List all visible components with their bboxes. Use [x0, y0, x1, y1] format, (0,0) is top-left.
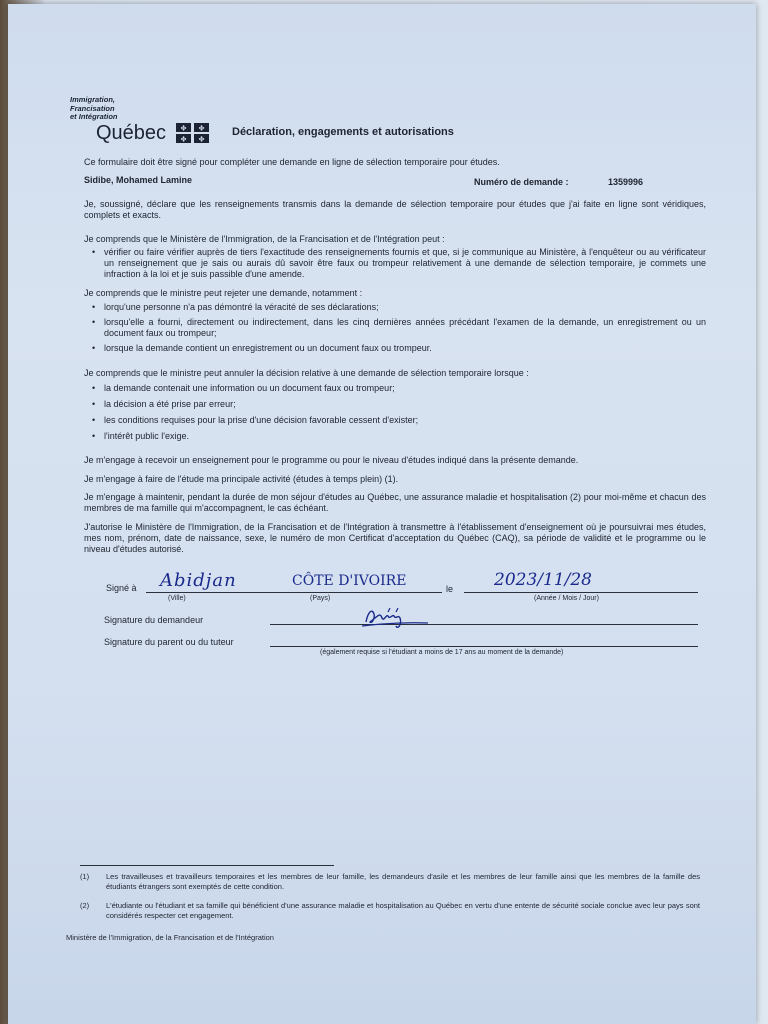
request-number: 1359996	[608, 177, 644, 187]
list-item: • vérifier ou faire vérifier auprès de tiers l'exactitude des renseignements fournis et que, si je communique au Ministère, à l'enquêteur ou au vérificateur un renseignement que je sais ou aurais dû savoir être faux ou trompeur relativement à une demande de sélection temporaire, je commets une infraction à la loi et je suis passible d'une amende.	[84, 247, 706, 280]
intro-text: Ce formulaire doit être signé pour compléter une demande en ligne de sélection temporaire pour études.	[84, 157, 500, 167]
footnote-text: Les travailleuses et travailleurs temporaires et les membres de leur famille, les demandeurs d'asile et les membres de leur famille ainsi que les membres de la famille des étudiants étrangers sont exemptés de cette condition.	[106, 872, 700, 891]
applicant-signature-label: Signature du demandeur	[104, 615, 204, 625]
section3-list	[84, 382, 706, 446]
footnote-text: L'étudiante ou l'étudiant et sa famille qui bénéficient d'une assurance maladie et hospitalisation au Québec en vertu d'une entente de sécurité sociale conclue avec leur pays sont considérés respecter cet engagement.	[106, 901, 700, 920]
declaration-text: Je, soussigné, déclare que les renseignements transmis dans la demande de sélection temporaire pour études que j'ai faite en ligne sont véridiques, complets et exacts.	[84, 199, 706, 220]
ministry-name	[70, 96, 118, 122]
list-item: • lorsque la demande contient un enregistrement ou un document faux ou trompeur.	[84, 343, 706, 354]
footnote-marker: (1)	[80, 872, 90, 881]
section-heading: Je comprends que le ministre peut annuler la décision relative à une demande de sélection temporaire lorsque :	[84, 368, 529, 378]
signed-at-label: Signé à	[106, 583, 137, 593]
ministry-line: Francisation	[70, 103, 115, 113]
footnote-separator	[80, 865, 334, 866]
country-caption: (Pays)	[310, 595, 331, 602]
city-caption: (Ville)	[168, 595, 186, 602]
engagement-text: Je m'engage à maintenir, pendant la durée de mon séjour d'études au Québec, une assurance maladie et hospitalisation (2) pour moi-même et chacun des membres de ma famille qui m'accompagnent, le cas échéant.	[84, 492, 706, 513]
section1-list	[84, 247, 706, 284]
document-title: Déclaration, engagements et autorisations	[232, 126, 454, 138]
applicant-signature	[358, 602, 438, 636]
parent-signature-line	[270, 646, 698, 647]
footer-ministry: Ministère de l'Immigration, de la Francisation et de l'Intégration	[66, 933, 274, 942]
date-line	[464, 592, 698, 593]
footnote-marker: (2)	[80, 901, 90, 910]
list-item: • lorqu'une personne n'a pas démontré la véracité de ses déclarations;	[84, 302, 706, 313]
quebec-flag-icon	[176, 123, 210, 143]
date-handwritten: 2023/11/28	[494, 570, 592, 590]
list-item: • la demande contenait une information ou un document faux ou trompeur;	[84, 382, 706, 394]
section-heading: Je comprends que le ministre peut rejeter une demande, notamment :	[84, 288, 363, 298]
list-item: • les conditions requises pour la prise d'une décision favorable cessent d'exister;	[84, 414, 706, 426]
svg-text:✤: ✤	[180, 136, 187, 143]
svg-text:✤: ✤	[198, 136, 205, 143]
parent-signature-note: (également requise si l'étudiant a moins de 17 ans au moment de la demande)	[320, 649, 564, 656]
svg-text:✤: ✤	[198, 125, 205, 133]
request-number-label: Numéro de demande :	[474, 177, 569, 187]
list-item: • l'intérêt public l'exige.	[84, 430, 706, 442]
date-caption: (Année / Mois / Jour)	[534, 595, 599, 602]
applicant-name: Sidibe, Mohamed Lamine	[84, 175, 193, 185]
svg-text:✤: ✤	[180, 125, 187, 133]
country-handwritten: CÔTE D'IVOIRE	[292, 573, 407, 589]
section2-list	[84, 302, 706, 358]
date-on-label: le	[446, 584, 454, 594]
city-handwritten: Abidjan	[160, 570, 237, 591]
ministry-line: et Intégration	[70, 112, 118, 121]
document-page	[8, 4, 756, 1024]
parent-signature-label: Signature du parent ou du tuteur	[104, 637, 234, 647]
ministry-line: Immigration,	[70, 95, 116, 104]
authorization-text: J'autorise le Ministère de l'Immigration, de la Francisation et de l'Intégration à transmettre à l'établissement d'enseignement où je poursuivrai mes études, mes nom, prénom, date de naissance, sexe, le numéro de mon Certificat d'acceptation du Québec (CAQ), sa période de validité et le programme ou le niveau d'études autorisé.	[84, 522, 706, 554]
engagement-text: Je m'engage à faire de l'étude ma principale activité (études à temps plein) (1).	[84, 474, 399, 484]
list-item: • la décision a été prise par erreur;	[84, 398, 706, 410]
list-item: • lorsqu'elle a fourni, directement ou indirectement, dans les cinq dernières années précédant l'examen de la demande, un enregistrement ou un document faux ou trompeur;	[84, 317, 706, 339]
applicant-signature-line	[270, 624, 698, 625]
place-line	[146, 592, 442, 593]
engagement-text: Je m'engage à recevoir un enseignement pour le programme ou pour le niveau d'études indiqué dans la présente demande.	[84, 455, 579, 465]
quebec-logo-text: Québec	[96, 122, 167, 144]
section-heading: Je comprends que le Ministère de l'Immigration, de la Francisation et de l'Intégration peut :	[84, 234, 445, 244]
